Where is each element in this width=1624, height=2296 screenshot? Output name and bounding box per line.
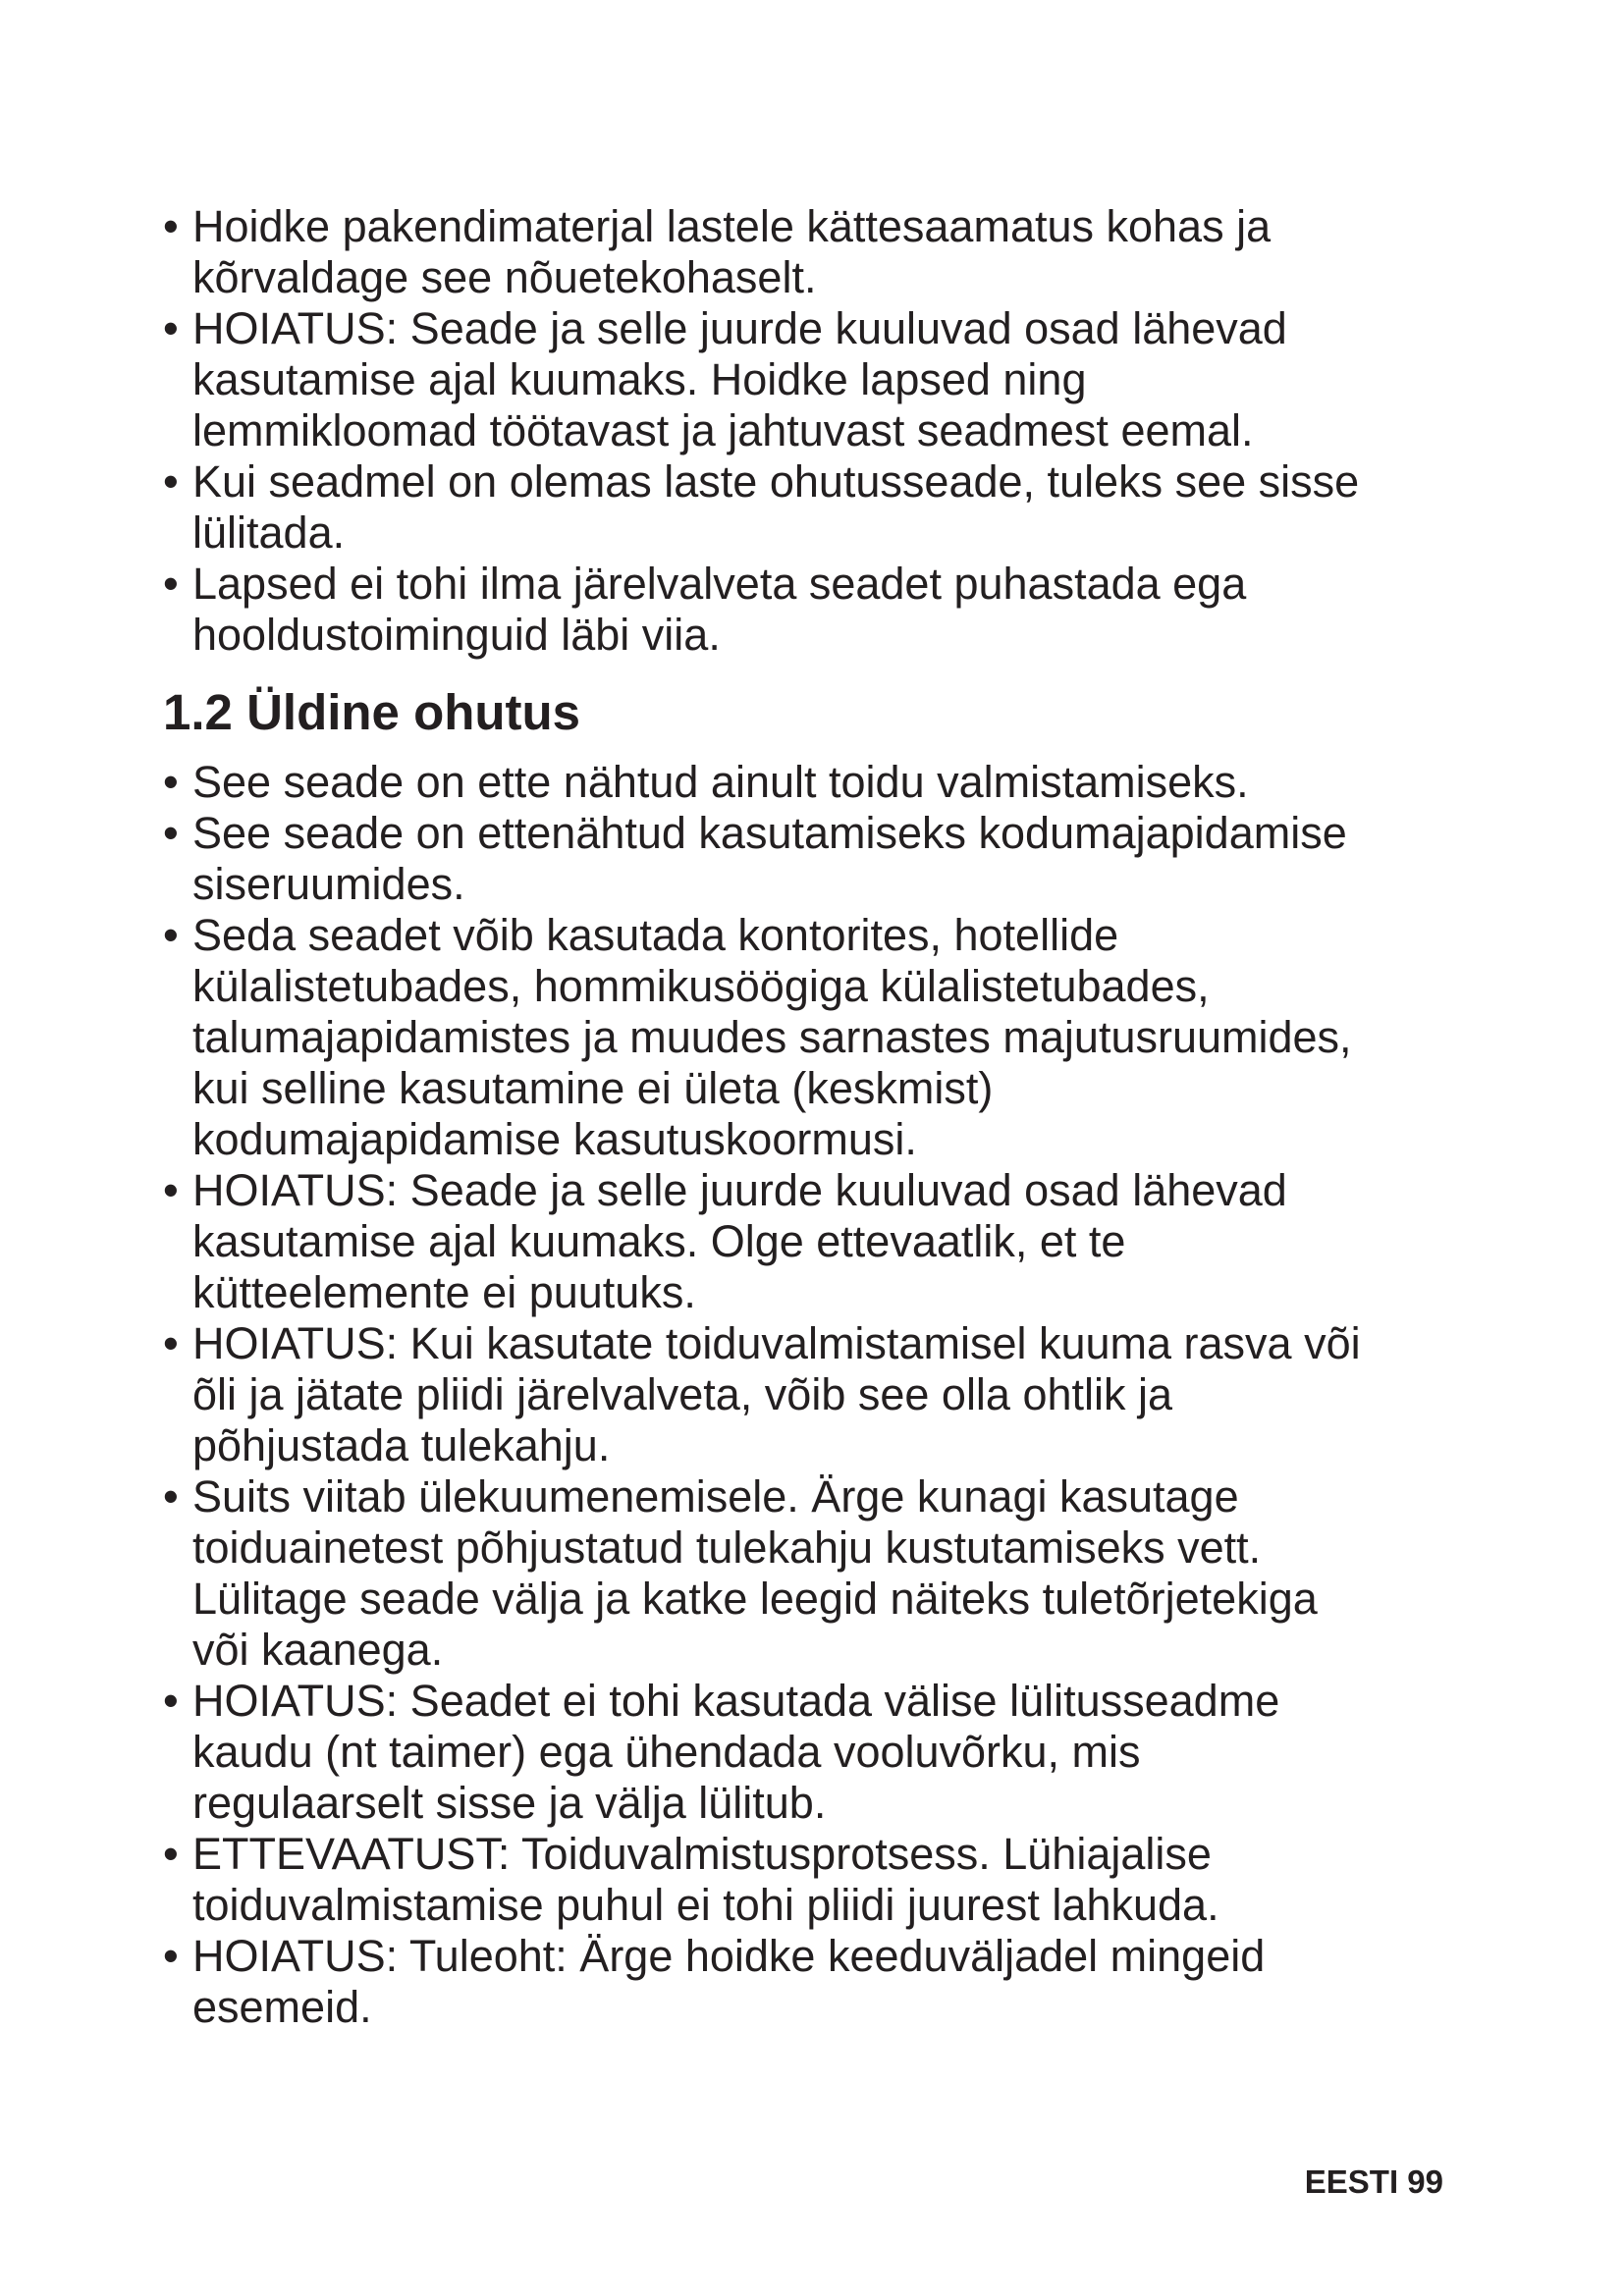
bullet-icon: • [163, 1676, 179, 1726]
bullet-icon: • [163, 1318, 179, 1368]
bullet-icon: • [163, 1931, 179, 1981]
list-item [163, 559, 1479, 661]
list-item-text: See seade on ette nähtud ainult toidu valmistamiseks. [192, 757, 1249, 807]
list-item [163, 910, 1479, 1165]
list-item-text: HOIATUS: Seade ja selle juurde kuuluvad osad lähevad kasutamise ajal kuumaks. Hoidke lapsed ning lemmikloomad töötavast ja jahtuvast seadmest eemal. [192, 303, 1287, 455]
list-item-text: HOIATUS: Tuleoht: Ärge hoidke keeduväljadel mingeid esemeid. [192, 1931, 1266, 2032]
list-item-text: Hoidke pakendimaterjal lastele kättesaamatus kohas ja kõrvaldage see nõuetekohaselt. [192, 201, 1272, 302]
list-item [163, 456, 1479, 559]
general-safety-bullet-list [163, 757, 1479, 2033]
list-item [163, 1165, 1479, 1318]
list-item [163, 303, 1479, 456]
list-item-text: Seda seadet võib kasutada kontorites, hotellide külalistetubades, hommikusöögiga külalistetubades, talumajapidamistes ja muudes sarnastes majutusruumides, kui selline kasutamine ei ületa (keskmist) kodumajapidamise kasutuskoormusi. [192, 910, 1352, 1164]
bullet-icon: • [163, 1165, 179, 1215]
bullet-icon: • [163, 757, 179, 807]
list-item-text: HOIATUS: Seade ja selle juurde kuuluvad osad lähevad kasutamise ajal kuumaks. Olge ettevaatlik, et te kütteelemente ei puutuks. [192, 1165, 1287, 1317]
bullet-icon: • [163, 1471, 179, 1522]
list-item [163, 1676, 1479, 1829]
bullet-icon: • [163, 910, 179, 960]
list-item [163, 1829, 1479, 1931]
list-item-text: Lapsed ei tohi ilma järelvalveta seadet puhastada ega hooldustoiminguid läbi viia. [192, 559, 1247, 660]
list-item-text: Kui seadmel on olemas laste ohutusseade, tuleks see sisse lülitada. [192, 456, 1360, 558]
list-item-text: HOIATUS: Kui kasutate toiduvalmistamisel kuuma rasva või õli ja jätate pliidi järelvalveta, võib see olla ohtlik ja põhjustada tulekahju. [192, 1318, 1361, 1470]
section-heading: 1.2 Üldine ohutus [163, 684, 581, 740]
list-item [163, 1931, 1479, 2033]
list-item [163, 757, 1479, 808]
list-item [163, 1318, 1479, 1471]
page-footer-label: EESTI 99 [1304, 2163, 1443, 2200]
bullet-icon: • [163, 808, 179, 858]
list-item [163, 808, 1479, 910]
list-item [163, 201, 1479, 303]
list-item-text: See seade on ettenähtud kasutamiseks kodumajapidamise siseruumides. [192, 808, 1347, 909]
bullet-icon: • [163, 456, 179, 507]
bullet-icon: • [163, 303, 179, 353]
list-item-text: ETTEVAATUST: Toiduvalmistusprotsess. Lühiajalise toiduvalmistamise puhul ei tohi pliidi juurest lahkuda. [192, 1829, 1219, 1930]
list-item-text: HOIATUS: Seadet ei tohi kasutada välise lülitusseadme kaudu (nt taimer) ega ühendada vooluvõrku, mis regulaarselt sisse ja välja lülitub. [192, 1676, 1280, 1828]
intro-bullet-list [163, 201, 1479, 661]
list-item-text: Suits viitab ülekuumenemisele. Ärge kunagi kasutage toiduainetest põhjustatud tulekahju kustutamiseks vett. Lülitage seade välja ja katke leegid näiteks tuletõrjetekiga või kaanega. [192, 1471, 1318, 1675]
bullet-icon: • [163, 559, 179, 609]
bullet-icon: • [163, 1829, 179, 1879]
list-item [163, 1471, 1479, 1676]
bullet-icon: • [163, 201, 179, 251]
